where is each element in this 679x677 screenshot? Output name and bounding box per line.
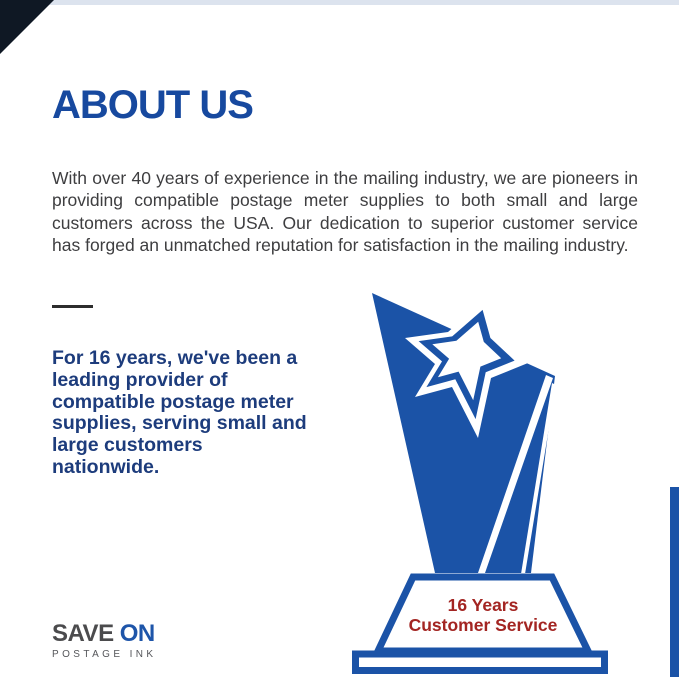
- trophy-illustration: [345, 290, 615, 677]
- trophy-base: [356, 654, 605, 671]
- top-strip: [0, 0, 679, 5]
- page-title: ABOUT US: [52, 83, 253, 127]
- highlight-line: leading provider of: [52, 368, 228, 391]
- highlight-line: For 16 years, we've been a: [52, 347, 298, 369]
- logo-subtitle: POSTAGE INK: [52, 649, 157, 660]
- highlight-line: supplies, serving small and: [52, 412, 307, 435]
- right-accent-bar: [670, 487, 679, 677]
- highlight-paragraph: [52, 348, 342, 479]
- highlight-line: compatible postage meter: [52, 390, 294, 413]
- trophy-icon: [345, 290, 615, 677]
- corner-triangle-accent: [0, 0, 54, 54]
- award-service-label: Customer Service: [408, 615, 558, 635]
- brand-logo: [52, 622, 252, 660]
- logo-wordmark: [52, 622, 252, 646]
- divider-dash: [52, 305, 93, 308]
- highlight-line: nationwide.: [52, 455, 160, 478]
- intro-paragraph: With over 40 years of experience in the mailing industry, we are pioneers in providing compatible postage meter supplies to both small and large customers across the USA. Our dedication to superior customer service has forged an unmatched reputation for satisfaction in the mailing industry.: [52, 168, 638, 255]
- logo-word-save: SAVE: [52, 620, 114, 647]
- logo-word-on: ON: [119, 620, 155, 647]
- highlight-line: large customers: [52, 434, 203, 457]
- award-years-label: 16 Years: [447, 595, 519, 615]
